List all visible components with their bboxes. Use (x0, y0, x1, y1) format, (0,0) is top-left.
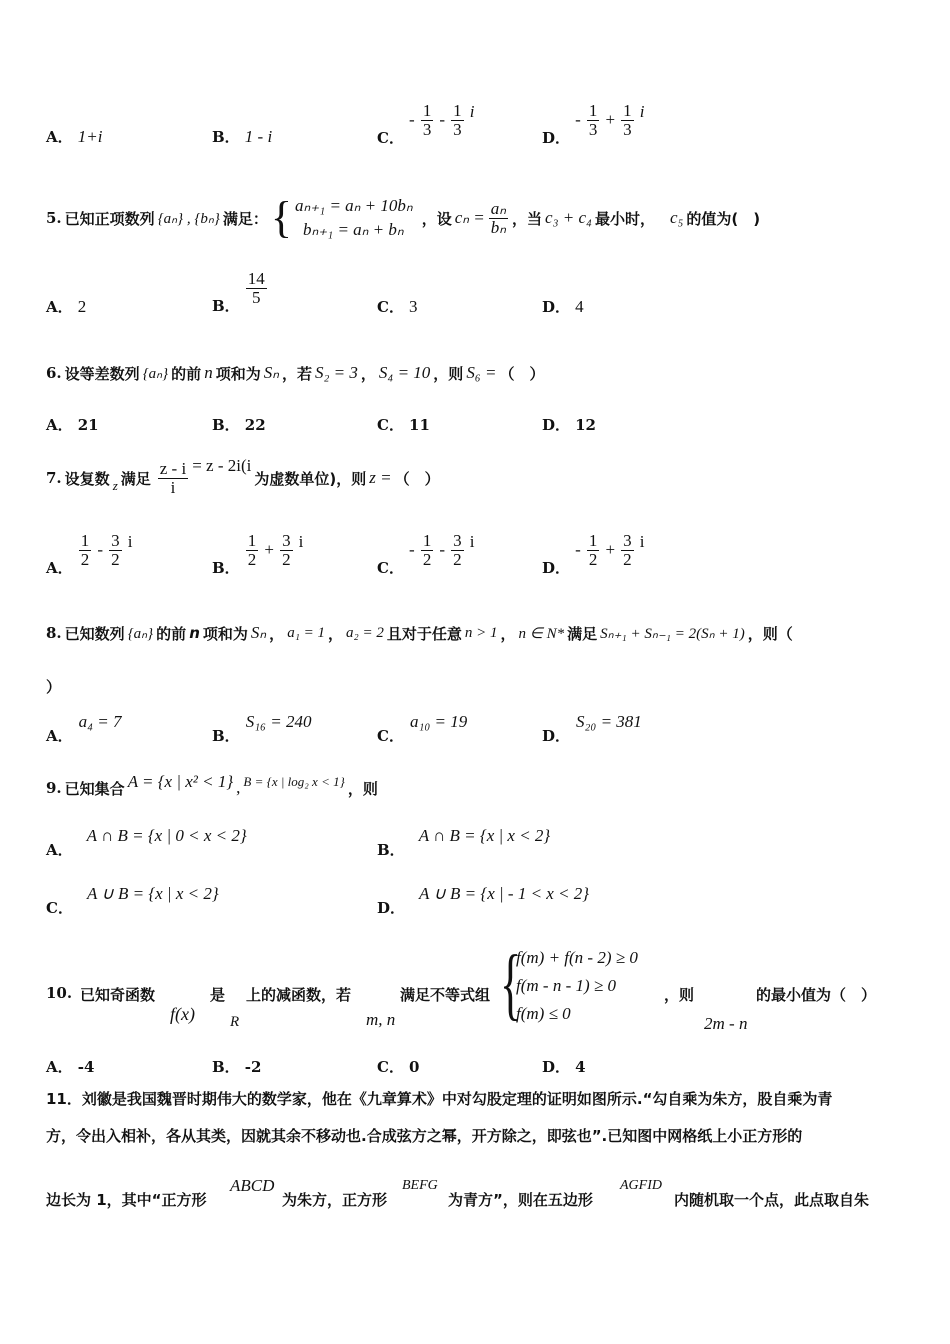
option-label: C． (377, 129, 404, 147)
option-value: -2 (244, 1058, 262, 1076)
math-expr: AGFID (620, 1178, 662, 1193)
question-text: 的值为( ) (686, 209, 761, 228)
q9-option-c (46, 884, 219, 918)
denominator: i (170, 477, 176, 497)
numerator: aₙ (490, 198, 507, 218)
fraction (79, 532, 92, 569)
option-value: 0 (409, 1058, 420, 1076)
option-value: S₁₆ = 240 (245, 712, 312, 731)
q5-option-a (46, 296, 86, 317)
question-text: 是 (210, 986, 226, 1004)
fraction (587, 102, 600, 139)
inequality: f(m) ≤ 0 (516, 1004, 571, 1023)
math-expr: m, n (366, 1010, 396, 1029)
q10-option-d (542, 1056, 586, 1077)
math-expr: {aₙ} (127, 625, 154, 642)
fraction (158, 460, 188, 497)
question-text: 且对于任意 (386, 624, 462, 643)
question-text: 为虚数单位)，则 (254, 469, 367, 488)
denominator: 2 (111, 550, 120, 569)
question-text: ，则 (664, 986, 695, 1004)
denominator: 3 (422, 120, 432, 139)
question-text: ， (269, 624, 285, 643)
option-label: A． (46, 841, 73, 859)
numerator: 1 (588, 531, 598, 551)
numerator: z - i (159, 458, 187, 478)
math-expr: 2m - n (704, 1014, 748, 1033)
question-number: 10. (46, 984, 73, 1002)
math-expr: f(x) (170, 1004, 195, 1024)
question-text: ，则（ (747, 624, 793, 643)
minus-sign: - (575, 540, 581, 559)
option-value: 1 - i (244, 127, 273, 146)
numerator: 3 (111, 531, 120, 551)
denominator: 3 (623, 120, 632, 139)
math-expr: a₂ = 2 (346, 624, 384, 641)
question-8 (46, 616, 793, 650)
option-label: A． (46, 1058, 73, 1076)
numerator: 1 (623, 101, 632, 121)
math-expr: z = (369, 468, 392, 487)
question-11-line: 11．刘徽是我国魏晋时期伟大的数学家，他在《九章算术》中对勾股定理的证明如图所示.“勾自乘为朱方，股自乘为青 (46, 1090, 833, 1108)
option-value: a₁₀ = 19 (409, 712, 468, 731)
question-text: ， (500, 624, 516, 643)
option-value: S₂₀ = 381 (576, 712, 642, 731)
question-text-continuation: ） (46, 678, 62, 696)
q4-option-c (377, 102, 475, 148)
minus-sign: - (575, 110, 581, 129)
minus-sign: - (409, 110, 415, 129)
question-number: 7. (46, 469, 62, 487)
system-brace: { (270, 193, 293, 242)
option-label: D． (377, 899, 406, 917)
question-number: 6. (46, 364, 62, 382)
q7-option-b (212, 532, 303, 578)
question-text: 为青方”，则在五边形 (448, 1191, 593, 1209)
option-value: 4 (575, 297, 584, 316)
option-label: B． (212, 727, 240, 745)
q5-option-d (542, 296, 584, 317)
question-11-line: 方，令出入相补，各从其类，因就其余不移动也.合成弦方之幂，开方除之，即弦也”.已知图中网格纸上小正方形的 (46, 1127, 803, 1145)
option-value: a₄ = 7 (78, 712, 122, 731)
question-text: 已知集合 (64, 779, 125, 798)
question-9 (46, 772, 378, 804)
math-expr: {aₙ} (142, 365, 169, 382)
question-text: 的前 (156, 624, 187, 643)
option-label: D． (542, 559, 571, 577)
math-expr: {aₙ} , {bₙ} (157, 210, 220, 227)
math-expr: z (112, 478, 118, 493)
math-expr: BEFG (402, 1178, 438, 1193)
denominator: 2 (80, 550, 90, 569)
denominator: bₙ (490, 217, 507, 237)
question-number: 8. (46, 624, 62, 642)
question-text: 满足不等式组 (400, 986, 491, 1004)
math-expr: R (230, 1014, 240, 1030)
option-label: C． (377, 727, 404, 745)
fraction (451, 102, 464, 139)
math-expr: S₂ = 3 (315, 363, 358, 382)
option-value: 2 (77, 297, 87, 316)
numerator: 3 (623, 531, 632, 551)
option-label: B． (212, 559, 240, 577)
option-value: -4 (77, 1058, 95, 1076)
option-value: 4 (575, 1058, 586, 1076)
imag-unit: i (298, 532, 304, 551)
fraction (587, 532, 600, 569)
question-text: 满足： (222, 209, 268, 228)
numerator: 1 (588, 101, 598, 121)
q5-option-b (212, 270, 268, 316)
q4-option-a (46, 126, 102, 147)
option-label: A． (46, 559, 73, 577)
option-value: 1+i (77, 127, 103, 146)
equation-system (295, 196, 413, 240)
option-value: A ∪ B = {x | x < 2} (86, 884, 219, 903)
numerator: 1 (453, 101, 462, 121)
q5-option-c (377, 296, 418, 317)
math-expr: , (236, 778, 241, 797)
question-text: 满足 (567, 624, 598, 643)
fraction (621, 102, 634, 139)
option-label: A． (46, 727, 73, 745)
question-text: 的前 (171, 364, 202, 383)
q8-option-d (542, 712, 642, 746)
math-expr: Sₙ (263, 363, 279, 382)
option-label: D． (542, 298, 571, 316)
option-label: C． (377, 416, 404, 434)
question-text: ，设 (421, 209, 452, 228)
question-text: ， (360, 364, 376, 383)
option-label: B． (212, 296, 240, 315)
option-value: 22 (244, 416, 266, 434)
q8-option-a (46, 712, 122, 746)
math-expr: A = {x | x² < 1} (127, 772, 234, 791)
question-text: 最小时， (594, 209, 655, 228)
fraction (109, 532, 122, 569)
q7-option-a (46, 532, 132, 578)
math-expr: Sₙ (250, 623, 267, 642)
denominator: 2 (282, 550, 291, 569)
q6-option-c (377, 414, 430, 435)
option-label: D． (542, 416, 571, 434)
question-text: ，若 (281, 364, 312, 383)
question-text: 项和为 (202, 624, 248, 643)
question-text: 已知奇函数 (80, 986, 156, 1004)
option-label: D． (542, 727, 571, 745)
question-text: 内随机取一个点，此点取自朱 (674, 1191, 870, 1209)
numerator: 1 (422, 531, 432, 551)
fraction (451, 532, 464, 569)
option-label: B． (212, 416, 240, 434)
question-number: 9. (46, 779, 62, 797)
question-text: 为朱方，正方形 (282, 1191, 388, 1209)
question-text: ，则 (347, 779, 378, 798)
q7-option-d (542, 532, 644, 578)
math-expr: S₆ = (466, 363, 497, 382)
question-text: 上的减函数，若 (246, 986, 352, 1004)
option-label: D． (542, 129, 571, 147)
option-value: 12 (575, 416, 596, 434)
operator: - (439, 110, 446, 129)
math-expr: cₙ = (454, 208, 485, 227)
math-expr: n (204, 363, 213, 382)
inequality: f(m - n - 1) ≥ 0 (516, 976, 616, 995)
math-expr: n > 1 (464, 624, 498, 641)
option-value: A ∪ B = {x | - 1 < x < 2} (419, 884, 590, 903)
q6-option-b (212, 414, 266, 435)
numerator: 3 (453, 531, 462, 551)
system-brace: { (500, 940, 522, 1028)
q6-option-d (542, 414, 596, 435)
option-value: 11 (409, 416, 430, 434)
option-value: 21 (77, 416, 99, 434)
math-expr: c₃ + c₄ (545, 208, 592, 227)
fraction (246, 532, 259, 569)
denominator: 3 (453, 120, 462, 139)
operator: - (439, 540, 446, 559)
denominator: 2 (588, 550, 598, 569)
numerator: 1 (247, 531, 257, 551)
q10-option-b (212, 1056, 261, 1077)
denominator: 2 (453, 550, 462, 569)
fraction (489, 200, 508, 237)
question-text: 满足 (120, 469, 151, 488)
q10-option-a (46, 1056, 94, 1077)
operator: - (97, 540, 103, 559)
question-7 (46, 450, 440, 506)
numerator: 1 (422, 101, 432, 121)
minus-sign: - (409, 540, 415, 559)
question-text: 项和为 (215, 364, 261, 383)
math-expr: n ∈ N* (518, 625, 565, 642)
option-label: A． (46, 298, 73, 316)
question-6 (46, 358, 544, 388)
equation: bₙ₊₁ = aₙ + bₙ (303, 220, 404, 239)
math-expr: S₄ = 10 (378, 363, 431, 382)
question-text: ， (328, 624, 344, 643)
q9-option-b (377, 826, 550, 860)
math-expr: c₅ (669, 208, 684, 227)
operator: + (605, 110, 616, 129)
numerator: 14 (247, 269, 265, 288)
imag-unit: i (469, 102, 475, 121)
equation: aₙ₊₁ = aₙ + 10bₙ (295, 196, 413, 215)
inequality-system (516, 948, 638, 1024)
question-text: 已知正项数列 (64, 209, 155, 228)
numerator: 1 (80, 531, 90, 551)
option-value: 3 (409, 297, 418, 316)
question-number: 5. (46, 209, 62, 227)
question-text: 设复数 (64, 469, 110, 488)
fraction (621, 532, 634, 569)
denominator: 3 (588, 120, 598, 139)
option-value: A ∩ B = {x | x < 2} (418, 826, 551, 845)
option-label: D． (542, 1058, 571, 1076)
imag-unit: i (639, 532, 645, 551)
question-text: 设等差数列 (64, 364, 140, 383)
q8-option-b (212, 712, 311, 746)
numerator: 3 (282, 531, 291, 551)
q9-option-a (46, 826, 247, 860)
question-5 (46, 188, 760, 248)
option-label: A． (46, 416, 73, 434)
fraction (421, 102, 434, 139)
math-expr: B = {x | log₂ x < 1} (243, 774, 345, 789)
fraction (280, 532, 293, 569)
math-expr: a₁ = 1 (287, 624, 326, 641)
operator: + (264, 540, 274, 559)
q4-option-b (212, 126, 272, 147)
math-expr: n (189, 624, 200, 642)
option-label: B． (377, 841, 405, 859)
option-label: B． (212, 1058, 240, 1076)
q10-option-c (377, 1056, 419, 1077)
question-text: ，当 (512, 209, 543, 228)
option-label: C． (377, 1058, 404, 1076)
denominator: 2 (422, 550, 432, 569)
math-expr: ABCD (230, 1176, 275, 1195)
imag-unit: i (639, 102, 645, 121)
question-text: 已知数列 (64, 624, 125, 643)
option-label: A． (46, 128, 73, 146)
operator: + (605, 540, 616, 559)
question-text: ，则 (433, 364, 464, 383)
fraction (246, 270, 267, 307)
q8-option-c (377, 712, 467, 746)
option-label: B． (212, 128, 240, 146)
question-text: 的最小值为（ ） (756, 986, 877, 1004)
option-label: C． (377, 298, 404, 316)
option-label: C． (46, 899, 73, 917)
question-text: 边长为 1，其中“正方形 (46, 1191, 207, 1209)
option-label: C． (377, 559, 404, 577)
question-text: （ ） (394, 469, 440, 488)
denominator: 2 (247, 550, 257, 569)
imag-unit: i (469, 532, 475, 551)
math-expr: Sₙ₊₁ + Sₙ₋₁ = 2(Sₙ + 1) (600, 625, 745, 642)
imag-unit: i (127, 532, 133, 551)
inequality: f(m) + f(n - 2) ≥ 0 (516, 948, 638, 967)
denominator: 2 (623, 550, 632, 569)
math-expr: = z - 2i(i (192, 456, 252, 475)
question-text: （ ） (499, 364, 545, 383)
q7-option-c (377, 532, 475, 578)
q4-option-d (542, 102, 644, 148)
option-value: A ∩ B = {x | 0 < x < 2} (86, 826, 247, 845)
q9-option-d (377, 884, 589, 918)
fraction (421, 532, 434, 569)
denominator: 5 (252, 287, 261, 307)
q6-option-a (46, 414, 99, 435)
